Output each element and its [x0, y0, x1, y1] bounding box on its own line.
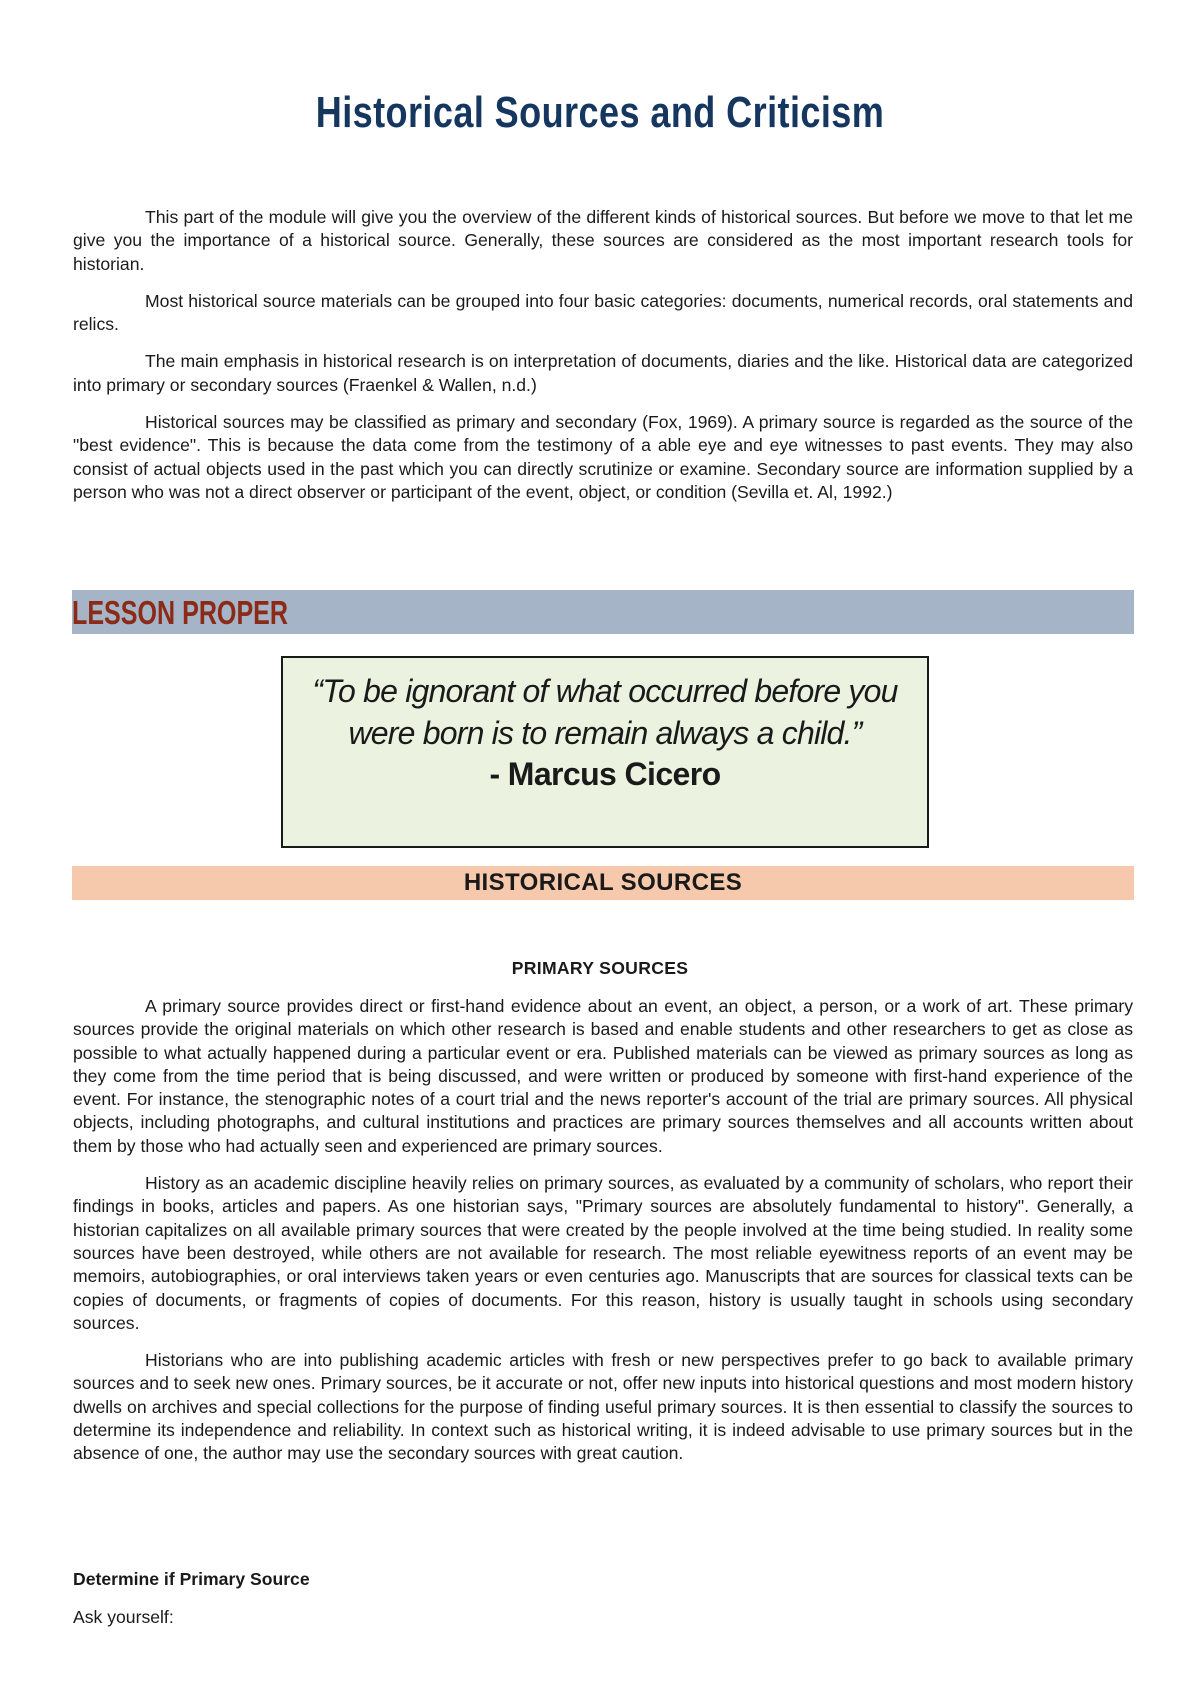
primary-sources-heading: PRIMARY SOURCES — [511, 958, 689, 978]
historical-sources-banner — [72, 866, 1134, 900]
lesson-proper-label: LESSON PROPER — [72, 594, 289, 631]
intro-paragraph: Most historical source materials can be grouped into four basic categories: documents, numerical records, oral statements and relics. — [73, 290, 1133, 335]
primary-paragraph: Historians who are into publishing academic articles with fresh or new perspectives prefer to go back to available primary sources and to seek new ones. Primary sources, be it accurate or not, offer new inputs into historical questions and most modern history dwells on archives and special collections for the purpose of finding useful primary sources. It is then essential to classify the sources to determine its independence and reliability. In context such as historical writing, it is indeed advisable to use primary sources but in the absence of one, the author may use the secondary sources with great caution. — [73, 1350, 1133, 1464]
lesson-proper-banner — [72, 590, 1134, 634]
ask-yourself-text: Ask yourself: — [73, 1607, 174, 1627]
quote-author: - Marcus Cicero — [489, 756, 721, 792]
intro-paragraph: The main emphasis in historical research is on interpretation of documents, diaries and the like. Historical data are categorized into primary or secondary sources (Fraenkel & Wallen, n.d.) — [73, 351, 1133, 395]
determine-primary-heading: Determine if Primary Source — [73, 1569, 310, 1589]
intro-paragraph: Historical sources may be classified as primary and secondary (Fox, 1969). A primary source is regarded as the source of the "best evidence". This is because the data come from the testimony of a able eye and eye witnesses to past events. They may also consist of actual objects used in the past which you can directly scrutinize or examine. Secondary source are information supplied by a person who was not a direct observer or participant of the event, object, or condition (Sevilla et. Al, 1992.) — [73, 412, 1133, 502]
quote-text: “To be ignorant of what occurred before you were born is to remain always a child.” — [312, 673, 898, 751]
primary-paragraph: History as an academic discipline heavily relies on primary sources, as evaluated by a community of scholars, who report their findings in books, articles and papers. As one historian says, "Primary sources are absolutely fundamental to history". Generally, a historian capitalizes on all available primary sources that were created by the people involved at the time being studied. In reality some sources have been destroyed, while others are not available for research. The most reliable eyewitness reports of an event may be memoirs, autobiographies, or oral interviews taken years or even centuries ago. Manuscripts that are sources for classical texts can be copies of documents, or fragments of copies of documents. For this reason, history is usually taught in schools using secondary sources. — [73, 1173, 1133, 1333]
quote-box — [281, 656, 929, 848]
primary-sources-section — [73, 995, 1133, 1480]
intro-paragraph: This part of the module will give you the overview of the different kinds of historical sources. But before we move to that let me give you the importance of a historical source. Generally, these sources are considered as the most important research tools for historian. — [73, 207, 1133, 274]
intro-section — [73, 206, 1133, 518]
historical-sources-heading: HISTORICAL SOURCES — [463, 869, 743, 896]
primary-paragraph: A primary source provides direct or first-hand evidence about an event, an object, a person, or a work of art. These primary sources provide the original materials on which other research is based and enable students and other researchers to get as close as possible to what actually happened during a particular event or era. Published materials can be viewed as primary sources as long as they come from the time period that is being discussed, and were written or produced by someone with first-hand experience of the event. For instance, the stenographic notes of a court trial and the news reporter's account of the trial are primary sources. All physical objects, including photographs, and cultural institutions and practices are primary sources themselves and all accounts written about them by those who had actually seen and experienced are primary sources. — [73, 996, 1133, 1156]
page-title: Historical Sources and Criticism — [315, 88, 885, 137]
